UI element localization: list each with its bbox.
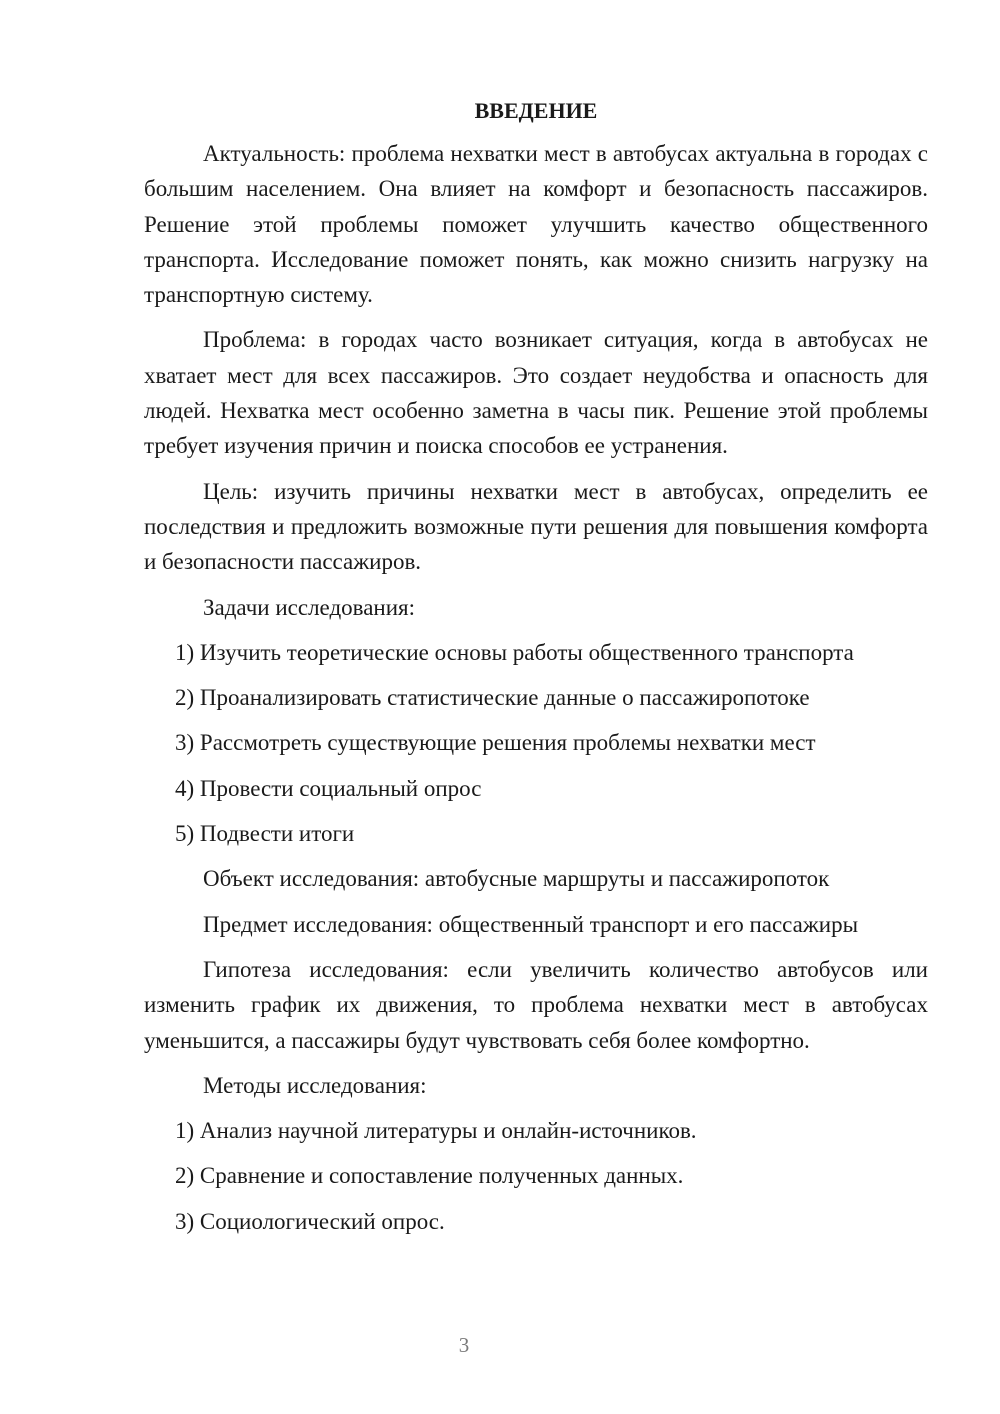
page-number: 3 (458, 1333, 470, 1357)
relevance-paragraph: Актуальность: проблема нехватки мест в автобусах актуальна в городах с большим населением. Она влияет на комфорт и безопасность пассажиров. Решение этой проблемы поможет улучшить качество общественного транспорта. Исследование поможет понять, как можно снизить нагрузку на транспортную систему. (144, 141, 928, 308)
subject-line: Предмет исследования: общественный транспорт и его пассажиры (203, 911, 859, 937)
hypothesis-paragraph: Гипотеза исследования: если увеличить количество автобусов или изменить график их движения, то проблема нехватки мест в автобусах уменьшится, а пассажиры будут чувствовать себя более комфортно. (144, 956, 928, 1053)
task-item: 4) Провести социальный опрос (175, 775, 482, 801)
page-content (144, 96, 928, 1249)
method-item: 2) Сравнение и сопоставление полученных данных. (175, 1163, 684, 1189)
task-item: 3) Рассмотреть существующие решения проблемы нехватки мест (175, 730, 816, 756)
goal-paragraph: Цель: изучить причины нехватки мест в автобусах, определить ее последствия и предложить возможные пути решения для повышения комфорта и безопасности пассажиров. (144, 478, 928, 575)
methods-list (144, 1113, 928, 1239)
task-item: 5) Подвести итоги (175, 821, 355, 847)
section-heading: ВВЕДЕНИЕ (474, 98, 598, 123)
method-item: 1) Анализ научной литературы и онлайн-источников. (175, 1118, 697, 1144)
task-item: 1) Изучить теоретические основы работы общественного транспорта (175, 639, 854, 665)
methods-heading: Методы исследования: (203, 1072, 427, 1098)
problem-paragraph: Проблема: в городах часто возникает ситуация, когда в автобусах не хватает мест для всех пассажиров. Это создает неудобства и опасность для людей. Нехватка мест особенно заметна в часы пик. Решение этой проблемы требует изучения причин и поиска способов ее устранения. (144, 327, 928, 459)
task-item: 2) Проанализировать статистические данные о пассажиропотоке (175, 685, 810, 711)
tasks-heading: Задачи исследования: (203, 594, 416, 620)
object-line: Объект исследования: автобусные маршруты и пассажиропоток (203, 866, 830, 892)
tasks-list (144, 635, 928, 851)
method-item: 3) Социологический опрос. (175, 1208, 445, 1234)
